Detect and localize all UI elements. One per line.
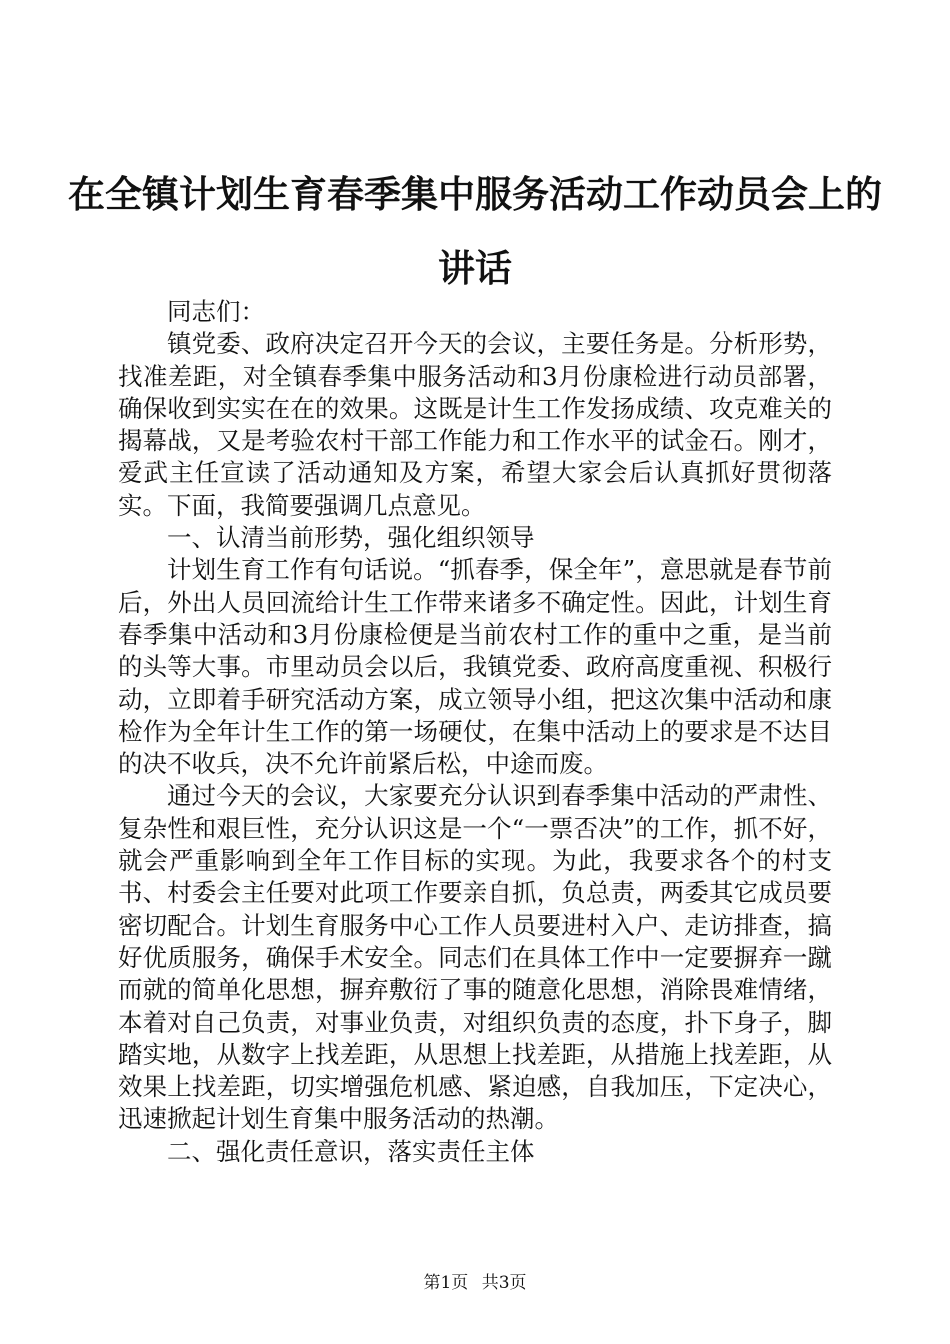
paragraph-section1-a: 计划生育工作有句话说。“抓春季，保全年”，意思就是春节前后，外出人员回流给计生工作带来诸多不确定性。因此，计划生育春季集中活动和3月份康检便是当前农村工作的重中之重，是当前的头等大事。市里动员会以后，我镇党委、政府高度重视、积极行动，立即着手研究活动方案，成立领导小组，把这次集中活动和康检作为全年计生工作的第一场硬仗，在集中活动上的要求是不达目的决不收兵，决不允许前紧后松，中途而废。 [118, 555, 832, 779]
paragraph-intro: 镇党委、政府决定召开今天的会议，主要任务是。分析形势，找准差距，对全镇春季集中服务活动和3月份康检进行动员部署，确保收到实实在在的效果。这既是计生工作发扬成绩、攻克难关的揭幕战，又是考验农村干部工作能力和工作水平的试金石。刚才，爱武主任宣读了活动通知及方案，希望大家会后认真抓好贯彻落实。下面，我简要强调几点意见。 [118, 329, 832, 520]
document-body [118, 296, 832, 1168]
salutation: 同志们： [167, 297, 265, 326]
page-total: 共3页 [481, 1273, 527, 1293]
paragraph-section1-b: 通过今天的会议，大家要充分认识到春季集中活动的严肃性、复杂性和艰巨性，充分认识这是一个“一票否决”的工作，抓不好，就会严重影响到全年工作目标的实现。为此，我要求各个的村支书、村委会主任要对此项工作要亲自抓，负总责，两委其它成员要密切配合。计划生育服务中心工作人员要进村入户、走访排查，搞好优质服务，确保手术安全。同志们在具体工作中一定要摒弃一蹴而就的简单化思想，摒弃敷衍了事的随意化思想，消除畏难情绪，本着对自己负责，对事业负责，对组织负责的态度，扑下身子，脚踏实地，从数字上找差距，从思想上找差距，从措施上找差距，从效果上找差距，切实增强危机感、紧迫感，自我加压，下定决心，迅速掀起计划生育集中服务活动的热潮。 [118, 781, 832, 1134]
section-heading-1: 一、认清当前形势，强化组织领导 [167, 523, 535, 553]
section-heading-2: 二、强化责任意识，落实责任主体 [167, 1136, 535, 1166]
page-number: 第1页 [423, 1273, 469, 1293]
document-title: 在全镇计划生育春季集中服务活动工作动员会上的讲话 [68, 173, 882, 290]
page-footer [0, 1268, 950, 1293]
